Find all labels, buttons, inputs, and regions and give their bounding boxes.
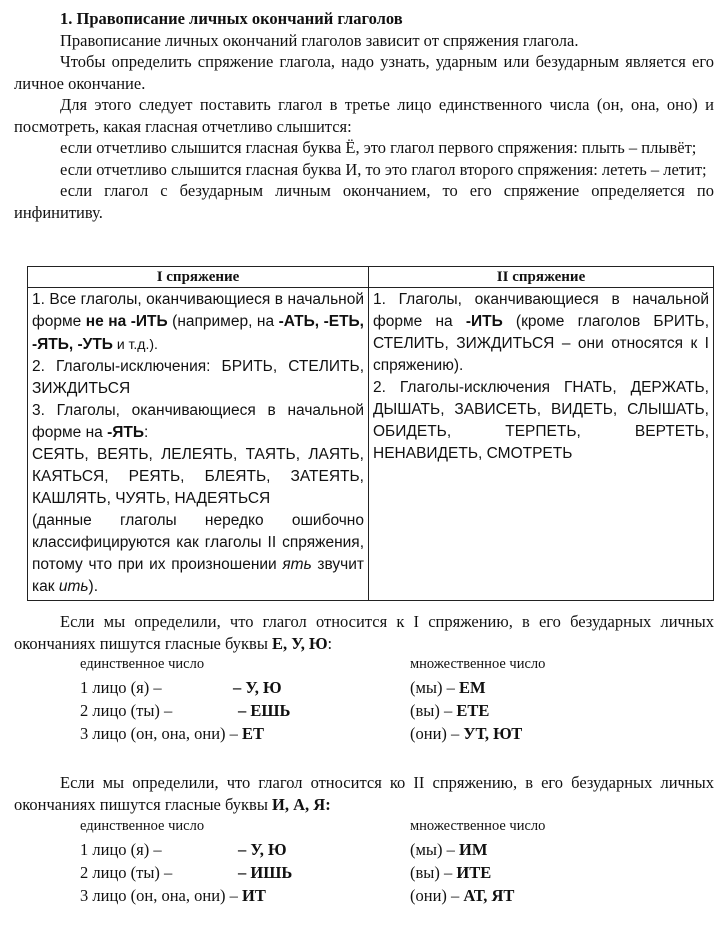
intro-section [14, 8, 714, 223]
conjugation-table [27, 266, 714, 601]
first-conj-verb-list: СЕЯТЬ, ВЕЯТЬ, ЛЕЛЕЯТЬ, ТАЯТЬ, ЛАЯТЬ, КАЯТЬСЯ, РЕЯТЬ, БЛЕЯТЬ, ЗАТЕЯТЬ, КАШЛЯТЬ, ЧУЯТЬ, НАДЕЯТЬСЯ [32, 446, 364, 507]
table-header-row [28, 267, 714, 288]
endings-header [80, 653, 680, 676]
conj1-intro: Если мы определили, что глагол относится к I спряжению, в его безударных личных окончаниях пишутся гласные буквы Е, У, Ю: [14, 612, 714, 653]
table-row [28, 288, 714, 601]
list-item: 1 лицо (я) – – У, Ю (мы) – ИМ [80, 840, 488, 859]
singular-header: единственное число [80, 818, 205, 834]
second-conj-rule-2: 2. Глаголы-исключения ГНАТЬ, ДЕРЖАТЬ, ДЫШАТЬ, ЗАВИСЕТЬ, ВИДЕТЬ, СЛЫШАТЬ, ОБИДЕТЬ, ТЕРПЕТЬ, ВЕРТЕТЬ, НЕНАВИДЕТЬ, СМОТРЕТЬ [373, 379, 709, 462]
conj2-endings [80, 815, 680, 907]
first-conj-rule-1: 1. Все глаголы, оканчивающиеся в начальной форме не на -ИТЬ (например, на -АТЬ, -ЕТЬ, -ЯТЬ, -УТЬ и т.д.). [32, 291, 364, 353]
list-item: 2 лицо (ты) – – ИШЬ (вы) – ИТЕ [80, 863, 492, 882]
second-conj-rule-1: 1. Глаголы, оканчивающиеся в начальной форме на -ИТЬ (кроме глаголов БРИТЬ, СТЕЛИТЬ, ЗИЖДИТЬСЯ – они относятся к I спряжению). [373, 291, 709, 374]
conj2-intro: Если мы определили, что глагол относится ко II спряжению, в его безударных личных окончаниях пишутся гласные буквы И, А, Я: [14, 773, 714, 814]
first-conj-rule-2: 2. Глаголы-исключения: БРИТЬ, СТЕЛИТЬ, ЗИЖДИТЬСЯ [32, 358, 364, 397]
first-conjugation-cell [28, 288, 369, 601]
col2-header: II спряжение [369, 267, 714, 288]
intro-paragraph-6: если глагол с безударным личным окончанием, то его спряжение определяется по инфинитиву. [14, 181, 714, 222]
plural-header: множественное число [410, 818, 546, 834]
first-conj-note: (данные глаголы нередко ошибочно классифицируются как глаголы II спряжения, потому что при их произношении ять звучит как ить). [32, 512, 365, 595]
list-item: 2 лицо (ты) – – ЕШЬ (вы) – ЕТЕ [80, 701, 490, 720]
intro-paragraph-1: Правописание личных окончаний глаголов зависит от спряжения глагола. [60, 30, 579, 50]
list-item: 3 лицо (он, она, они) – ЕТ (они) – УТ, ЮТ [80, 724, 523, 743]
col1-header: I спряжение [28, 267, 369, 288]
section-title: 1. Правописание личных окончаний глаголов [60, 9, 403, 28]
conj1-endings [80, 653, 680, 745]
list-item: 3 лицо (он, она, они) – ИТ (они) – АТ, ЯТ [80, 886, 515, 905]
intro-paragraph-3: Для этого следует поставить глагол в третье лицо единственного числа (он, она, оно) и посмотреть, какая гласная отчетливо слышится: [14, 95, 714, 136]
endings-header [80, 815, 680, 838]
second-conjugation-cell [369, 288, 714, 601]
intro-paragraph-5: если отчетливо слышится гласная буква И, то это глагол второго спряжения: лететь – летит; [60, 159, 707, 179]
intro-paragraph-2: Чтобы определить спряжение глагола, надо узнать, ударным или безударным является его личное окончание. [14, 52, 714, 93]
list-item: 1 лицо (я) – – У, Ю (мы) – ЕМ [80, 678, 486, 697]
singular-header: единственное число [80, 656, 205, 672]
first-conj-rule-3: 3. Глаголы, оканчивающиеся в начальной форме на -ЯТЬ: [32, 402, 364, 441]
intro-paragraph-4: если отчетливо слышится гласная буква Ё, это глагол первого спряжения: плыть – плывёт; [60, 138, 697, 157]
plural-header: множественное число [410, 656, 546, 672]
